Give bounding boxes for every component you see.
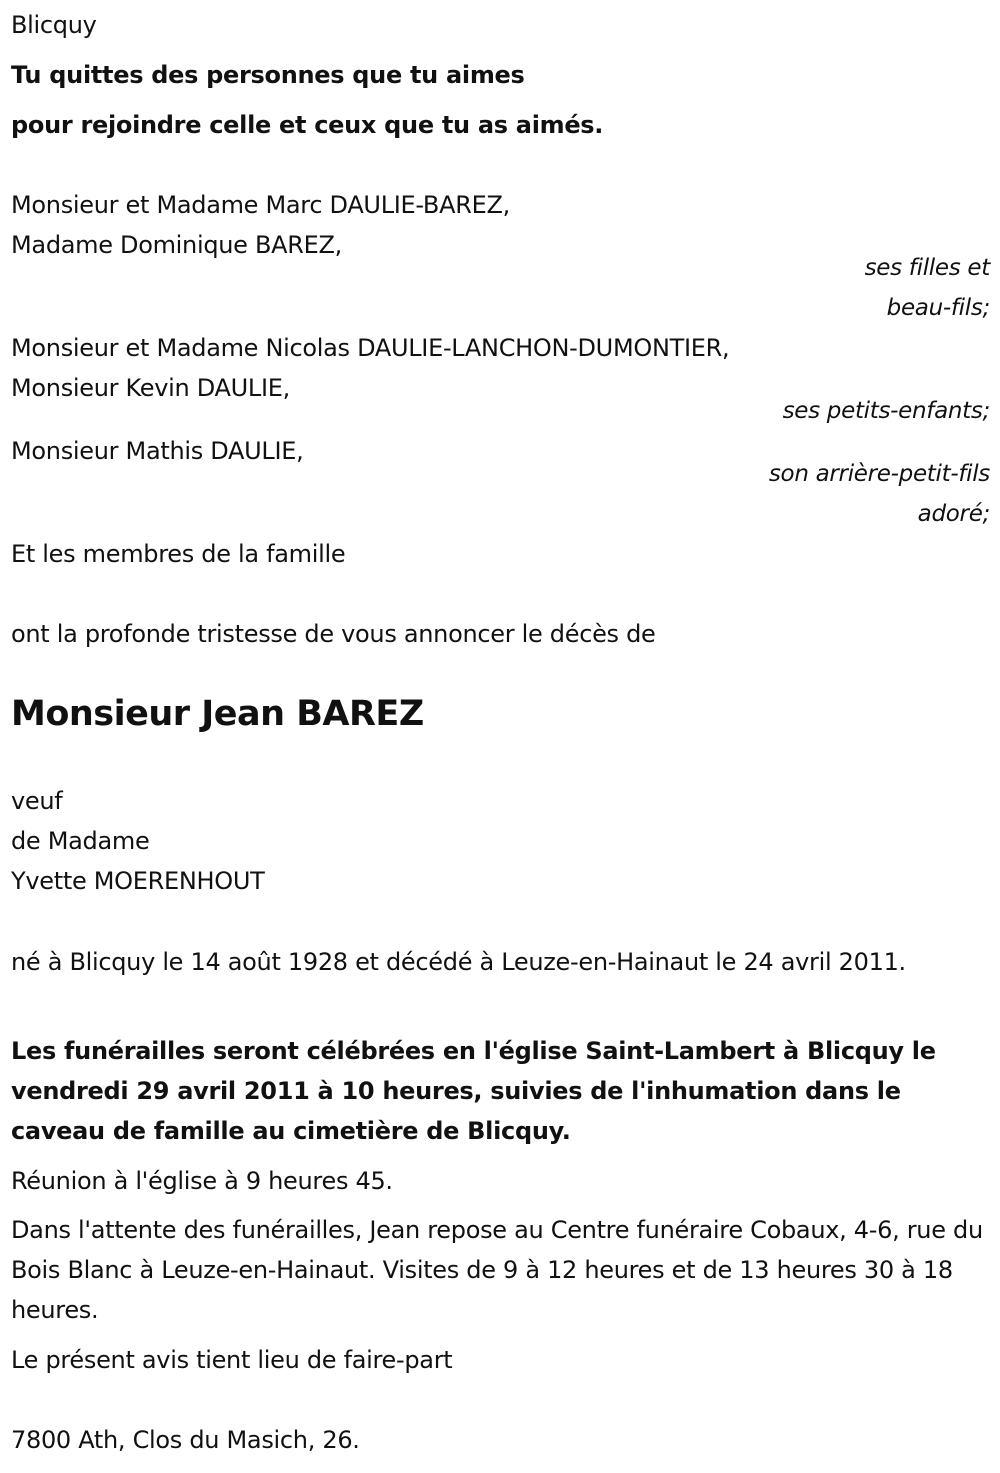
family-grandchild-1: Monsieur et Madame Nicolas DAULIE-LANCHON-DUMONTIER, xyxy=(11,334,730,362)
quote-line-2: pour rejoindre celle et ceux que tu as aimés. xyxy=(11,111,604,139)
widower-line-2: de Madame xyxy=(11,827,150,855)
role-great-grandchild-2: adoré; xyxy=(917,501,990,527)
family-daughter-2: Madame Dominique BAREZ, xyxy=(11,231,342,259)
role-daughters-1: ses filles et xyxy=(864,255,990,281)
role-great-grandchild-1: son arrière-petit-fils xyxy=(768,461,990,487)
widower-line-1: veuf xyxy=(11,787,63,815)
widower-line-3: Yvette MOERENHOUT xyxy=(11,867,265,895)
repose-info: Dans l'attente des funérailles, Jean repose au Centre funéraire Cobaux, 4-6, rue du Bois Blanc à Leuze-en-Hainaut. Visites de 9 à 12 heures et de 13 heures 30 à 18 heures. xyxy=(11,1216,983,1324)
role-grandchildren: ses petits-enfants; xyxy=(782,398,990,424)
meeting-info: Réunion à l'église à 9 heures 45. xyxy=(11,1167,393,1195)
family-great-grandchild: Monsieur Mathis DAULIE, xyxy=(11,437,304,465)
family-others: Et les membres de la famille xyxy=(11,540,346,568)
family-grandchild-2: Monsieur Kevin DAULIE, xyxy=(11,374,290,402)
role-daughters-2: beau-fils; xyxy=(886,295,990,321)
birth-death: né à Blicquy le 14 août 1928 et décédé à Leuze-en-Hainaut le 24 avril 2011. xyxy=(11,948,906,976)
quote-line-1: Tu quittes des personnes que tu aimes xyxy=(11,61,525,89)
announcement: ont la profonde tristesse de vous annoncer le décès de xyxy=(11,620,656,648)
place: Blicquy xyxy=(11,11,97,39)
address: 7800 Ath, Clos du Masich, 26. xyxy=(11,1426,360,1454)
notice: Le présent avis tient lieu de faire-part xyxy=(11,1346,453,1374)
deceased-name: Monsieur Jean BAREZ xyxy=(11,694,424,734)
family-daughter-1: Monsieur et Madame Marc DAULIE-BAREZ, xyxy=(11,191,510,219)
funeral-details: Les funérailles seront célébrées en l'église Saint-Lambert à Blicquy le vendredi 29 avril 2011 à 10 heures, suivies de l'inhumation dans le caveau de famille au cimetière de Blicquy. xyxy=(11,1037,936,1145)
